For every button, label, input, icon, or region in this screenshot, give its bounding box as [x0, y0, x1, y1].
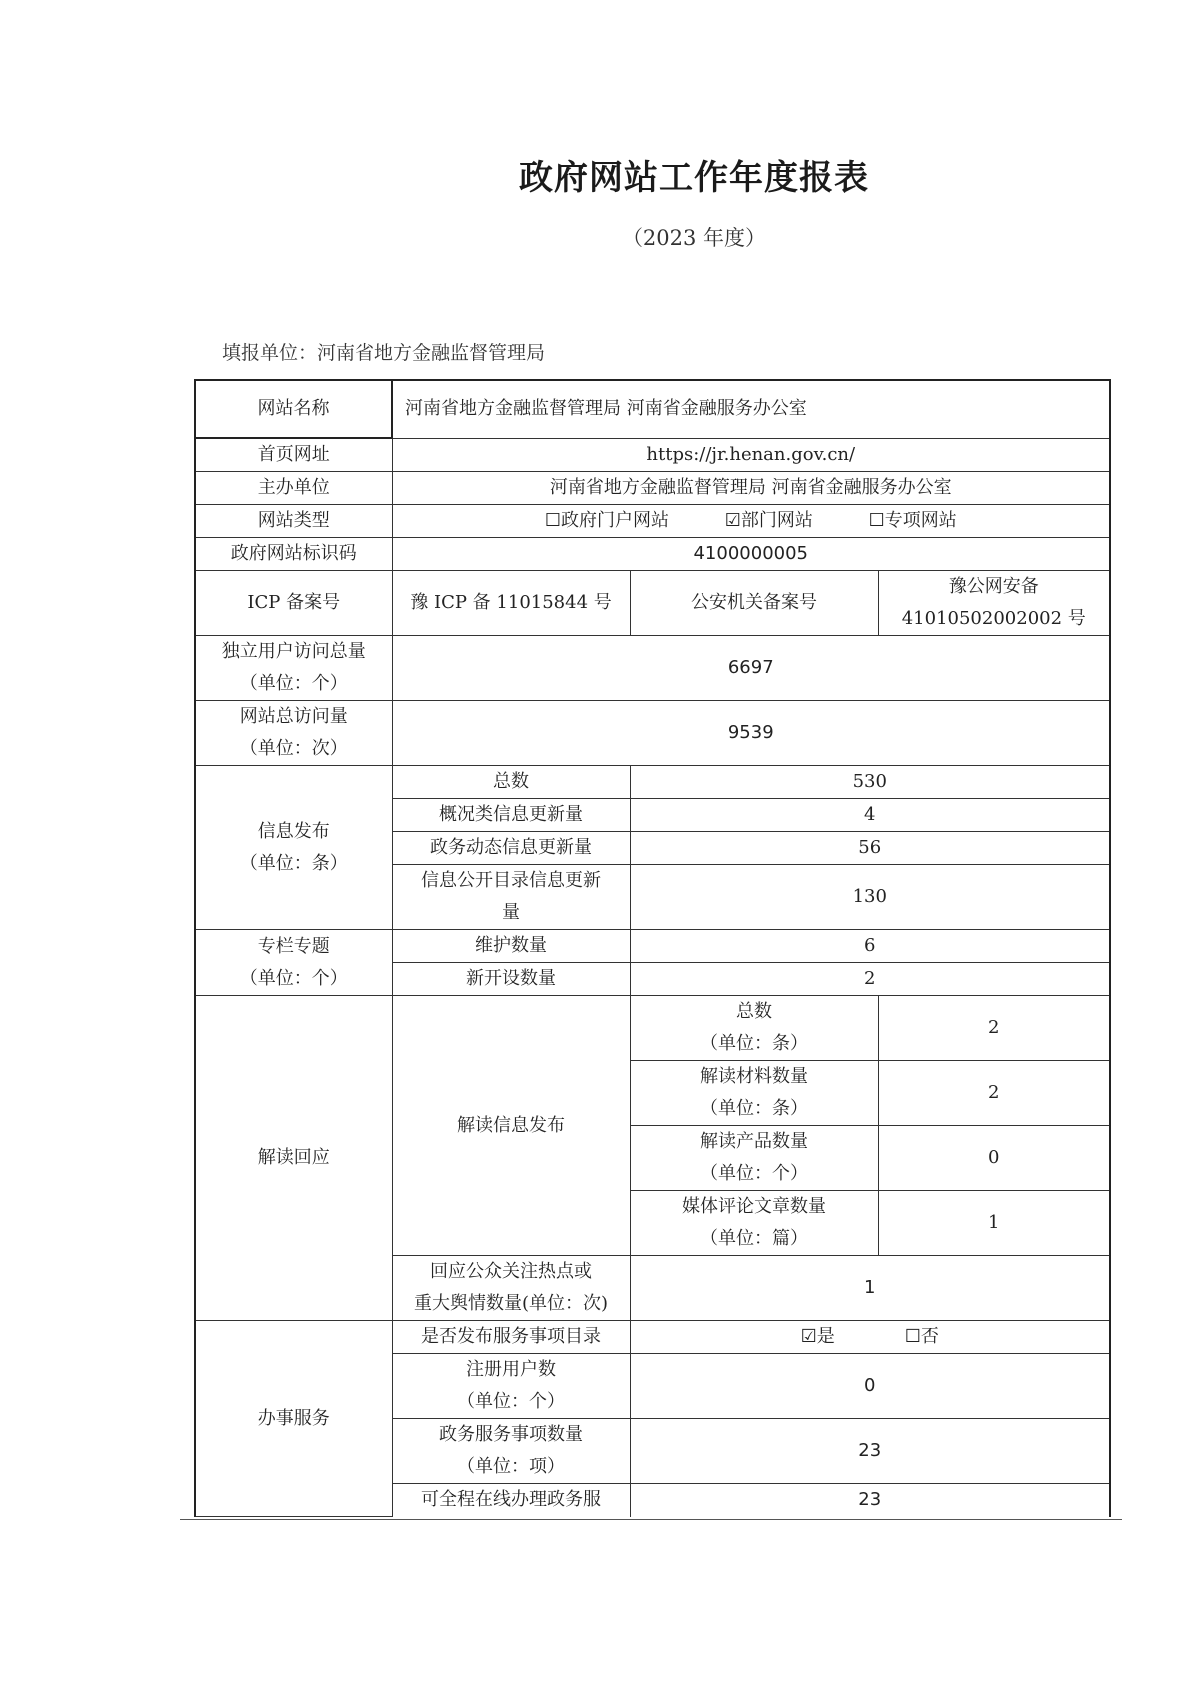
- table-row: [195, 438, 1110, 472]
- info-catalog-value: 130: [630, 865, 1110, 930]
- total-visits-label-line-2: （单位：次）: [239, 738, 348, 759]
- service-catalog-no-checkbox: ☐否: [904, 1326, 939, 1347]
- column-maintain-label: 维护数量: [392, 930, 630, 963]
- service-items-label-line-2: （单位：项）: [457, 1456, 565, 1477]
- unique-visitors-label-line-2: （单位：个）: [239, 673, 348, 694]
- table-row: [195, 571, 1110, 636]
- site-code-value: 4100000005: [392, 538, 1110, 571]
- interpret-response-label: [392, 1256, 630, 1321]
- info-dynamic-value: 56: [630, 832, 1110, 865]
- table-row: [195, 1321, 1110, 1354]
- column-label-line-1: 专栏专题: [257, 935, 330, 957]
- table-row: [195, 538, 1110, 571]
- table-row: [195, 505, 1110, 538]
- interpret-total-label-line-2: （单位：条）: [700, 1033, 808, 1054]
- filler-unit-line: [222, 338, 545, 365]
- service-items-label-line-1: 政务服务事项数量: [439, 1424, 583, 1445]
- police-value-line-2: 41010502002002 号: [901, 608, 1086, 629]
- icp-value: 豫 ICP 备 11015844 号: [392, 571, 630, 636]
- filler-label: 填报单位：: [222, 342, 318, 364]
- table-row: [195, 766, 1110, 799]
- filler-unit: 河南省地方金融监督管理局: [317, 342, 546, 364]
- site-type-options: [392, 505, 1110, 538]
- interpret-material-label-line-1: 解读材料数量: [700, 1066, 808, 1087]
- interpret-total-label-line-1: 总数: [736, 1001, 772, 1022]
- info-label: [195, 766, 392, 930]
- service-items-value: 23: [630, 1419, 1110, 1484]
- interpret-product-label: [630, 1126, 878, 1191]
- service-label: 办事服务: [195, 1321, 392, 1517]
- service-catalog-label: 是否发布服务事项目录: [392, 1321, 630, 1354]
- police-label: 公安机关备案号: [630, 571, 878, 636]
- interpret-product-label-line-2: （单位：个）: [700, 1163, 808, 1184]
- icp-label: ICP 备案号: [195, 571, 392, 636]
- page-bottom-divider: [180, 1519, 1122, 1520]
- info-label-line-2: （单位：条）: [239, 852, 348, 874]
- site-type-special-checkbox: ☐专项网站: [868, 510, 957, 531]
- service-users-label-line-1: 注册用户数: [466, 1359, 556, 1380]
- column-label-line-2: （单位：个）: [239, 967, 348, 989]
- interpret-media-label: [630, 1191, 878, 1256]
- interpret-material-value: 2: [878, 1061, 1110, 1126]
- table-row: [195, 472, 1110, 505]
- interpret-media-label-line-2: （单位：篇）: [700, 1228, 808, 1249]
- sponsor-value: 河南省地方金融监督管理局 河南省金融服务办公室: [392, 472, 1110, 505]
- column-new-label: 新开设数量: [392, 963, 630, 996]
- total-visits-label-line-1: 网站总访问量: [239, 706, 348, 727]
- site-type-portal-checkbox: ☐政府门户网站: [544, 510, 669, 531]
- info-label-line-1: 信息发布: [257, 820, 330, 842]
- info-overview-value: 4: [630, 799, 1110, 832]
- info-catalog-label-line-1: 信息公开目录信息更新: [421, 870, 601, 891]
- interpret-label: 解读回应: [195, 996, 392, 1321]
- info-dynamic-label: 政务动态信息更新量: [392, 832, 630, 865]
- info-total-label: 总数: [392, 766, 630, 799]
- service-catalog-options: [630, 1321, 1110, 1354]
- table-row: [195, 996, 1110, 1061]
- info-total-value: 530: [630, 766, 1110, 799]
- interpret-total-value: 2: [878, 996, 1110, 1061]
- service-items-label: [392, 1419, 630, 1484]
- site-type-label: 网站类型: [195, 505, 392, 538]
- unique-visitors-label: [195, 636, 392, 701]
- interpret-media-label-line-1: 媒体评论文章数量: [682, 1196, 826, 1217]
- site-name-label: 网站名称: [195, 380, 392, 438]
- table-row: [195, 701, 1110, 766]
- interpret-material-label-line-2: （单位：条）: [700, 1098, 808, 1119]
- interpret-material-label: [630, 1061, 878, 1126]
- homepage-value: https://jr.henan.gov.cn/: [392, 438, 1110, 472]
- service-catalog-yes-checkbox: ☑是: [800, 1326, 835, 1347]
- service-users-value: 0: [630, 1354, 1110, 1419]
- interpret-response-value: 1: [630, 1256, 1110, 1321]
- homepage-label: 首页网址: [195, 438, 392, 472]
- column-maintain-value: 6: [630, 930, 1110, 963]
- table-row: [195, 380, 1110, 438]
- interpret-publish-label: 解读信息发布: [392, 996, 630, 1256]
- service-users-label-line-2: （单位：个）: [457, 1391, 565, 1412]
- table-row: [195, 636, 1110, 701]
- info-overview-label: 概况类信息更新量: [392, 799, 630, 832]
- column-label: [195, 930, 392, 996]
- interpret-media-value: 1: [878, 1191, 1110, 1256]
- interpret-total-label: [630, 996, 878, 1061]
- service-online-label: 可全程在线办理政务服: [392, 1484, 630, 1517]
- site-type-department-checkbox: ☑部门网站: [724, 510, 813, 531]
- total-visits-label: [195, 701, 392, 766]
- info-catalog-label: [392, 865, 630, 930]
- service-online-value: 23: [630, 1484, 1110, 1517]
- interpret-product-label-line-1: 解读产品数量: [700, 1131, 808, 1152]
- report-table: [194, 379, 1111, 1517]
- total-visits-value: 9539: [392, 701, 1110, 766]
- site-name-value: 河南省地方金融监督管理局 河南省金融服务办公室: [392, 380, 1110, 438]
- police-value-line-1: 豫公网安备: [948, 576, 1039, 597]
- info-catalog-label-line-2: 量: [502, 902, 520, 923]
- police-value: [878, 571, 1110, 636]
- sponsor-label: 主办单位: [195, 472, 392, 505]
- table-row: [195, 930, 1110, 963]
- report-title: 政府网站工作年度报表: [519, 158, 869, 198]
- column-new-value: 2: [630, 963, 1110, 996]
- unique-visitors-label-line-1: 独立用户访问总量: [221, 641, 366, 662]
- report-year: （2023 年度）: [621, 226, 767, 250]
- interpret-product-value: 0: [878, 1126, 1110, 1191]
- unique-visitors-value: 6697: [392, 636, 1110, 701]
- interpret-response-label-line-1: 回应公众关注热点或: [430, 1261, 592, 1282]
- interpret-response-label-line-2: 重大舆情数量(单位：次): [413, 1293, 609, 1314]
- service-users-label: [392, 1354, 630, 1419]
- site-code-label: 政府网站标识码: [195, 538, 392, 571]
